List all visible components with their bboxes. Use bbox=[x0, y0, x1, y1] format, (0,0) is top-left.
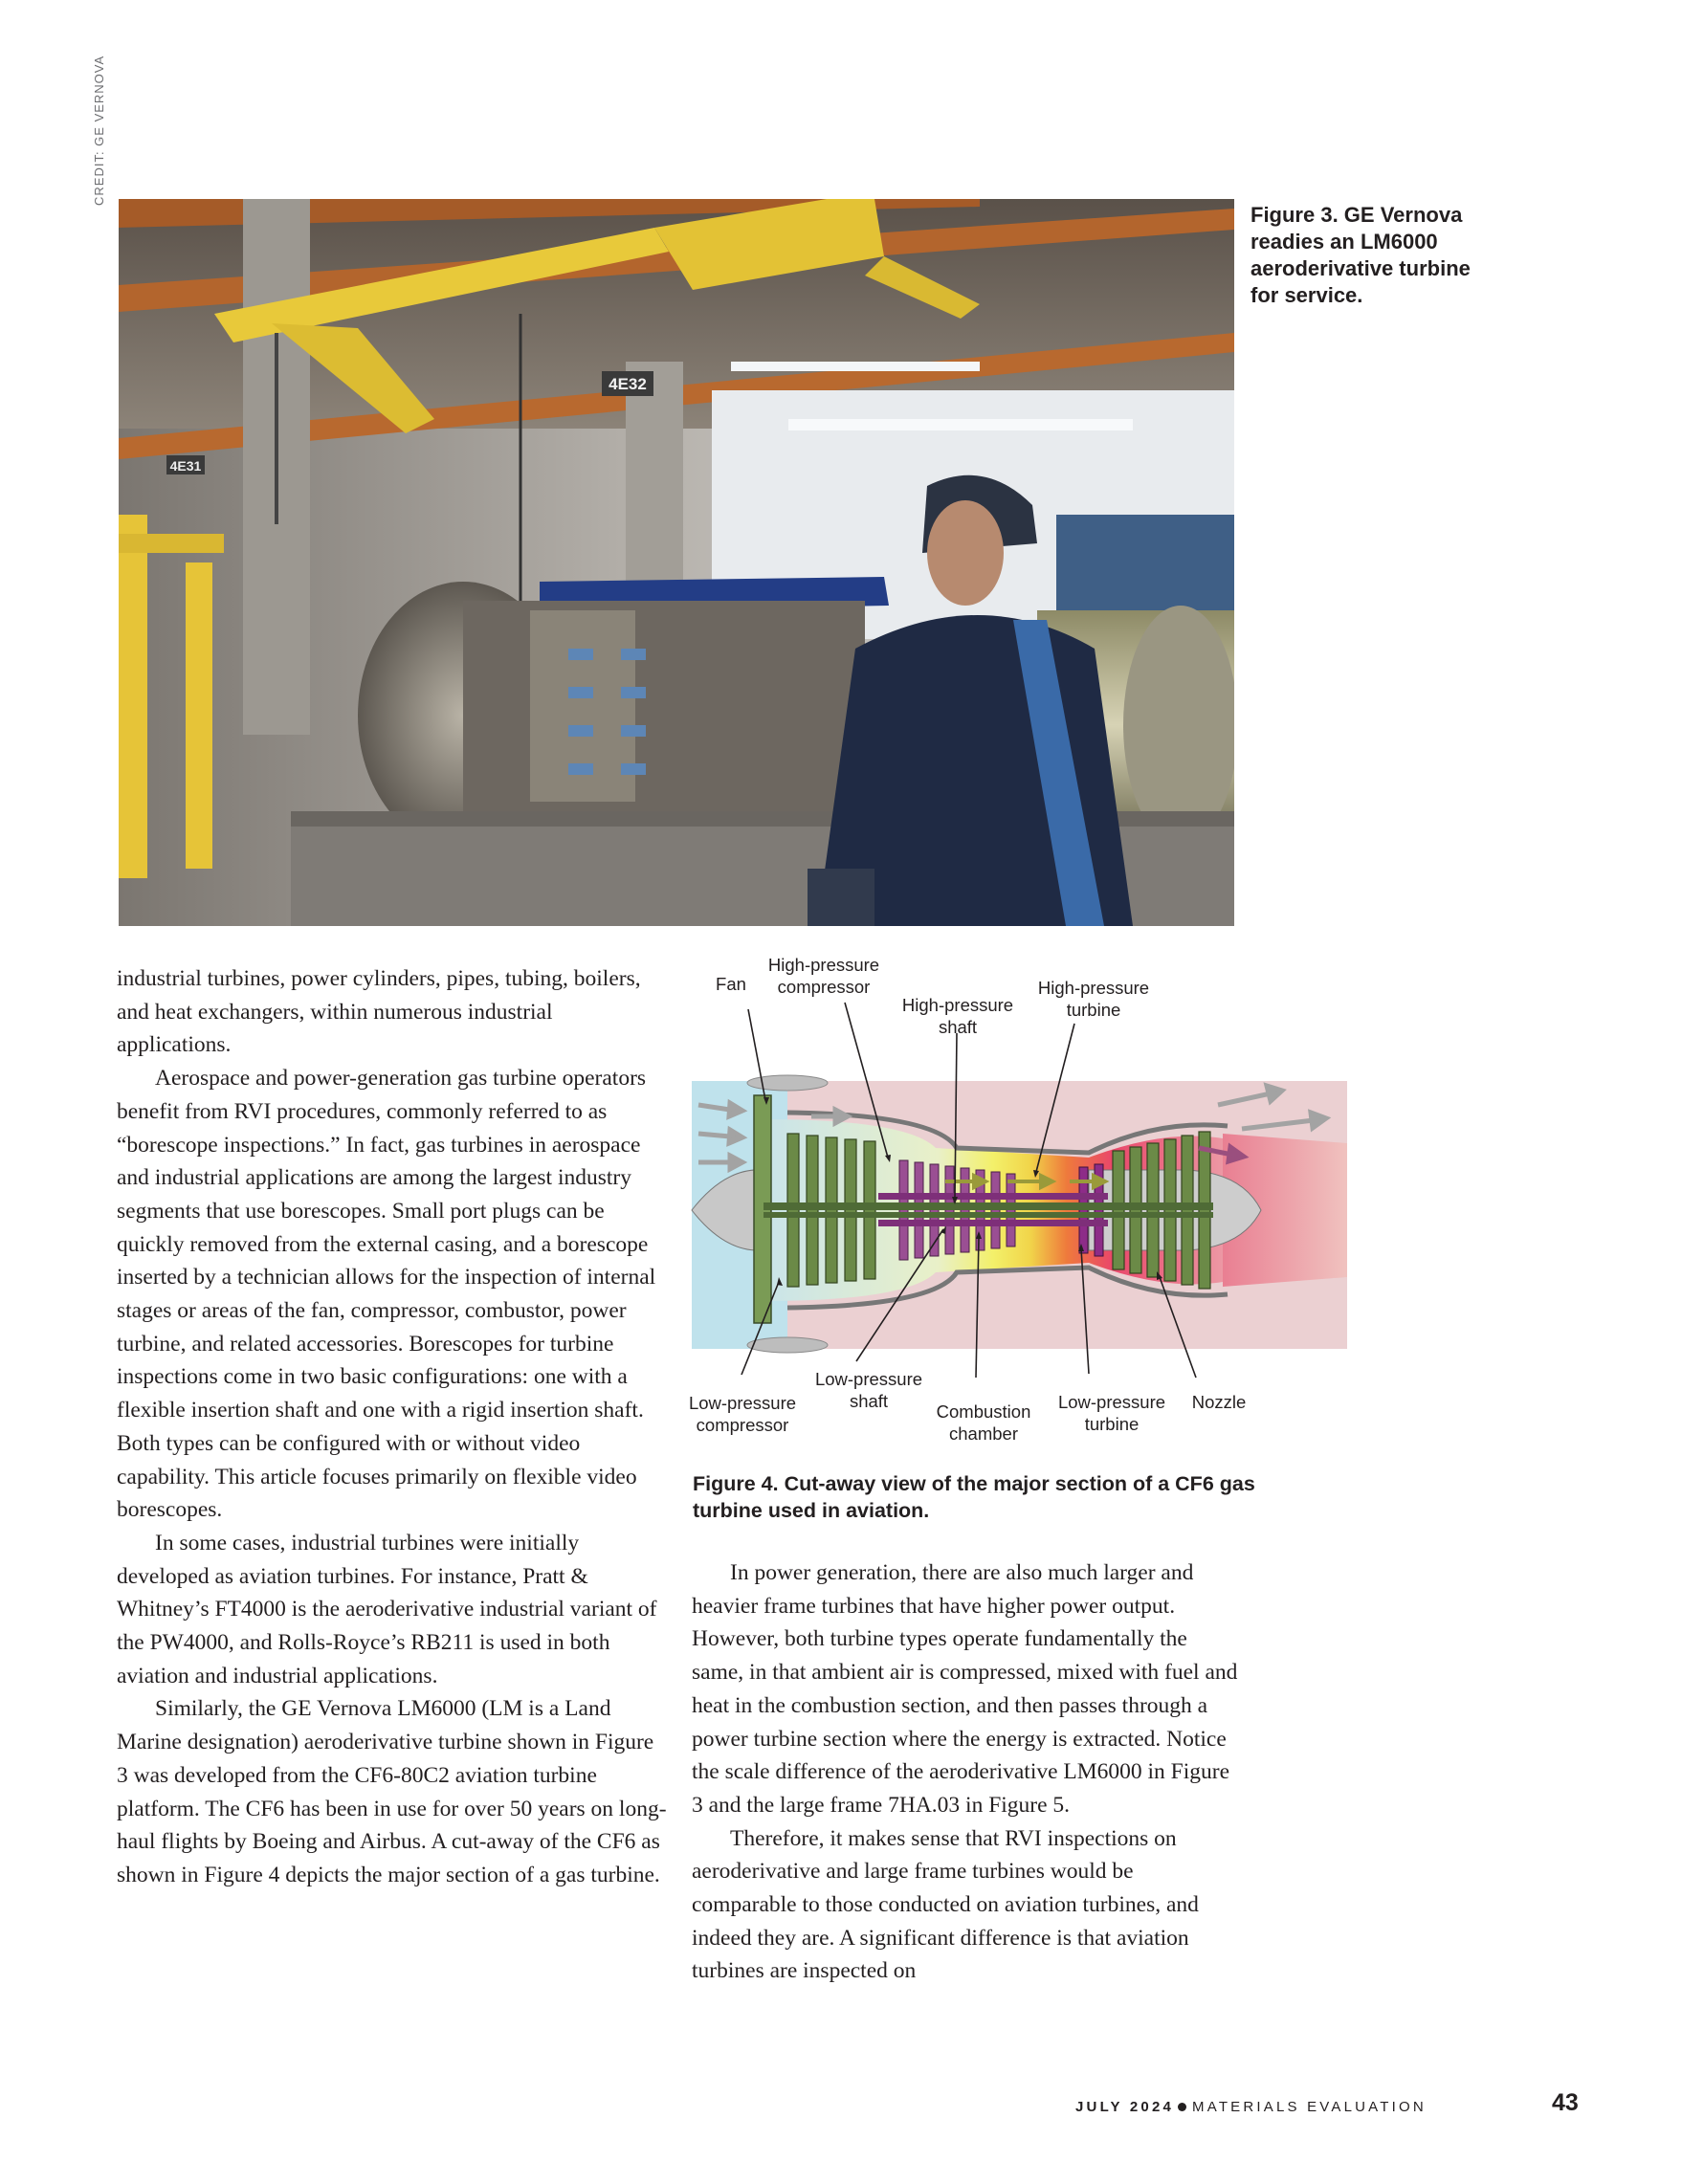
figure4-caption: Figure 4. Cut-away view of the major section of a CF6 gas turbine used in aviation. bbox=[693, 1472, 1255, 1522]
paragraph: Aerospace and power-generation gas turbine operators benefit from RVI procedures, commonly referred to as “borescope inspections.” In fact, gas turbines in aerospace and industrial applications are among the largest industry segments that use borescopes. Small port plugs can be quickly removed from the external casing, and a borescope inserted by a technician allows for the inspection of internal stages or areas of the fan, compressor, combustor, power turbine, and related accessories. Borescopes for turbine inspections come in two basic configurations: one with a flexible insertion shaft and one with a rigid insertion shaft. Both types can be configured with or without video capability. This article focuses primarily on flexible video borescopes. bbox=[117, 1066, 656, 1523]
label-hp-shaft-line1: High-pressure bbox=[901, 995, 1014, 1015]
beam-tag: 4E32 bbox=[609, 375, 647, 393]
figure3-photo bbox=[119, 199, 1234, 926]
text-column-left bbox=[117, 962, 667, 1892]
figure4-diagram bbox=[687, 952, 1347, 1468]
label-hp-turbine-line2: turbine bbox=[1066, 1000, 1121, 1020]
paragraph: industrial turbines, power cylinders, pipes, tubing, boilers, and heat exchangers, within numerous industrial applications. bbox=[117, 966, 641, 1058]
label-lp-compressor-line2: compressor bbox=[696, 1415, 789, 1435]
label-lp-compressor-line1: Low-pressure bbox=[688, 1393, 797, 1413]
paragraph: In power generation, there are also much larger and heavier frame turbines that have higher power output. However, both turbine types operate fundamentally the same, in that ambient air is compressed, mixed with fuel and heat in the combustion section, and then passes through a power turbine section where the energy is extracted. Notice the scale difference of the aeroderivative LM6000 in Figure 3 and the large frame 7HA.03 in Figure 5. bbox=[692, 1560, 1238, 1818]
page-footer bbox=[1075, 2099, 1427, 2115]
figure3-caption: Figure 3. GE Vernova readies an LM6000 aeroderivative turbine for service. bbox=[1250, 203, 1471, 307]
bullet-separator bbox=[1178, 2103, 1186, 2111]
page-number: 43 bbox=[1552, 2089, 1579, 2116]
label-lp-turbine-line1: Low-pressure bbox=[1057, 1392, 1166, 1412]
label-combustion-line2: chamber bbox=[949, 1423, 1018, 1444]
photo-credit: CREDIT: GE VERNOVA bbox=[92, 55, 106, 206]
label-nozzle: Nozzle bbox=[1191, 1392, 1247, 1412]
paragraph: In some cases, industrial turbines were initially developed as aviation turbines. For instance, Pratt & Whitney’s FT4000 is the aeroderivative industrial variant of the PW4000, and Rolls-Royce’s RB211 is used in both aviation and industrial applications. bbox=[117, 1530, 657, 1688]
label-lp-turbine-line2: turbine bbox=[1084, 1414, 1140, 1434]
label-hp-compressor-line2: compressor bbox=[777, 977, 871, 997]
paragraph: Therefore, it makes sense that RVI inspections on aeroderivative and large frame turbines would be comparable to those conducted on aviation turbines, and indeed they are. A significant difference is that aviation turbines are inspected on bbox=[692, 1825, 1199, 1984]
label-hp-shaft-line2: shaft bbox=[938, 1017, 978, 1037]
label-fan: Fan bbox=[716, 974, 746, 994]
column-tag: 4E31 bbox=[169, 458, 202, 474]
label-hp-compressor-line1: High-pressure bbox=[767, 955, 880, 975]
turbine-photo-illustration bbox=[119, 199, 1234, 926]
label-combustion-line1: Combustion bbox=[936, 1401, 1031, 1422]
cf6-cutaway-diagram bbox=[687, 952, 1347, 1468]
paragraph: Similarly, the GE Vernova LM6000 (LM is a Land Marine designation) aeroderivative turbine shown in Figure 3 was developed from the CF6-80C2 aviation turbine platform. The CF6 has been in use for over 50 years on long-haul flights by Boeing and Airbus. A cut-away of the CF6 as shown in Figure 4 depicts the major section of a gas turbine. bbox=[117, 1696, 667, 1887]
text-column-right bbox=[692, 1556, 1242, 1988]
footer-issue: JULY 2024 bbox=[1075, 2099, 1175, 2115]
footer-magazine: MATERIALS EVALUATION bbox=[1192, 2099, 1427, 2115]
label-lp-shaft-line2: shaft bbox=[849, 1391, 889, 1411]
label-hp-turbine-line1: High-pressure bbox=[1037, 978, 1150, 998]
label-lp-shaft-line1: Low-pressure bbox=[814, 1369, 923, 1389]
